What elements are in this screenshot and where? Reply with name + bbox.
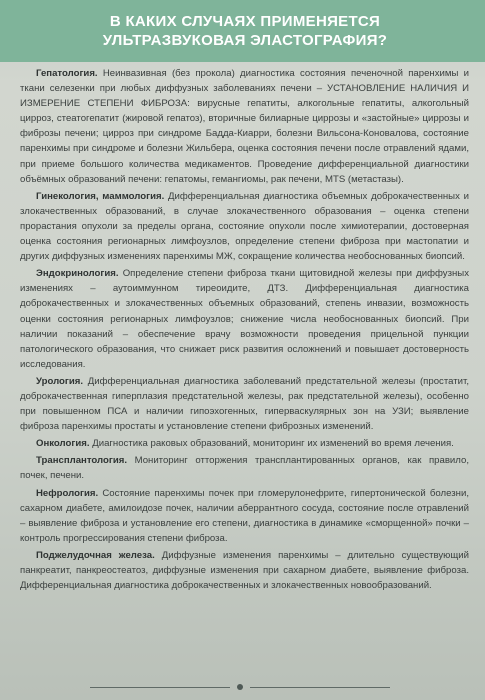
section-text: Определение степени фиброза ткани щитовидной железы при диффузных изменениях – аутоиммунном тиреоидите, ДТЗ. Дифференциальная диагностика доброкачественных и злокачественных объемных образований, степень инвазии, возможность оценки состояния регионарных лимфоузлов; снижение числа необоснованных биопсий. При наличии показаний – обеспечение врачу возможности проведения прицельной пункции патологического образования, что снижает риск развития осложнений и повышает достоверность исследования. [20, 268, 469, 370]
section-heading: Эндокринология. [36, 268, 119, 280]
section-transplantology [20, 453, 469, 483]
section-endocrinology [20, 266, 469, 372]
section-text: Состояние паренхимы почек при гломерулонефрите, гипертонической болезни, сахарном диабете, амилоидозе почек, наличии аберрантного сосуда, состояние после отравлений – выявление фиброза и установление его степени, диагностика в динамике «сморщенной» почки – контроль прогрессирования степени фиброза. [20, 487, 469, 544]
section-heading: Онкология. [36, 438, 90, 450]
page-title [80, 12, 410, 50]
section-oncology [20, 436, 469, 451]
page-title-line-1: В КАКИХ СЛУЧАЯХ ПРИМЕНЯЕТСЯ [109, 13, 381, 30]
section-text: Неинвазивная (без прокола) диагностика состояния печеночной паренхимы и ткани селезенки при любых диффузных заболеваниях печени – УСТАНОВЛЕНИЕ НАЛИЧИЯ И ИЗМЕРЕНИЕ СТЕПЕНИ ФИБРОЗА: вирусные гепатиты, алкогольные гепатиты, алкогольный цирроз, стеатогепатит (жировой гепатоз), вторичные билиарные циррозы и «застойные» циррозы и фиброзы печени; цирроз при синдроме Бадда-Киарри, болезни Вильсона-Коновалова, состояние паренхимы при синдроме и болезни Жильбера, оценка состояния печени после отравлений ядами, при приеме большого количества медикаментов. Проведение дифференциальной диагностики объёмных образований печени: гепатомы, гемангиомы, рак печени, MTS (метастазы). [20, 68, 469, 185]
section-text: Диагностика раковых образований, мониторинг их изменений во время лечения. [89, 438, 454, 450]
section-hepatology [20, 66, 469, 187]
bottom-divider [90, 684, 390, 692]
section-text: Диффузные изменения паренхимы – длительно существующий панкреатит, панкреостеатоз, диффузные изменения при сахарном диабете, выявление фиброза. Дифференциальная диагностика доброкачественных и злокачественных новообразований. [20, 549, 469, 592]
section-heading: Нефрология. [36, 487, 99, 499]
divider-dot-icon [237, 684, 243, 690]
section-text: Мониторинг отторжения трансплантированных органов, как правило, почек, печени. [20, 455, 469, 482]
section-heading: Трансплантология. [36, 455, 128, 467]
section-heading: Поджелудочная железа. [36, 549, 155, 561]
section-heading: Урология. [36, 375, 84, 387]
divider-line-right [250, 687, 390, 688]
body-text [20, 66, 469, 595]
section-heading: Гепатология. [36, 68, 98, 79]
section-nephrology [20, 486, 469, 546]
divider-line-left [90, 687, 230, 688]
title-banner [0, 0, 485, 62]
section-text: Дифференциальная диагностика объемных доброкачественных и злокачественных образований, в случае злокачественного образования – оценка степени прорастания опухоли за пределы органа, состояние опухоли после химиотерапии, достоверная оценка состояния регионарных лимфоузлов, определение степени фиброза при мастопатии и других диффузных изменениях паренхимы МЖ, сокращение количества необоснованных биопсий. [20, 190, 470, 263]
section-text: Дифференциальная диагностика заболеваний предстательной железы (простатит, доброкачественная гиперплазия предстательной железы, рак предстательной железы), особенно при повышенном ПСА и наличии гипоэхогенных, гиперваскулярных зон на УЗИ; выявление фиброза паренхимы простаты и установление степени фиброзных изменений. [20, 375, 469, 433]
section-urology [20, 374, 469, 434]
page-title-line-2: УЛЬТРАЗВУКОВАЯ ЭЛАСТОГРАФИЯ? [102, 32, 388, 49]
section-heading: Гинекология, маммология. [36, 190, 165, 202]
section-pancreas [20, 548, 469, 593]
section-gynecology [20, 189, 469, 264]
